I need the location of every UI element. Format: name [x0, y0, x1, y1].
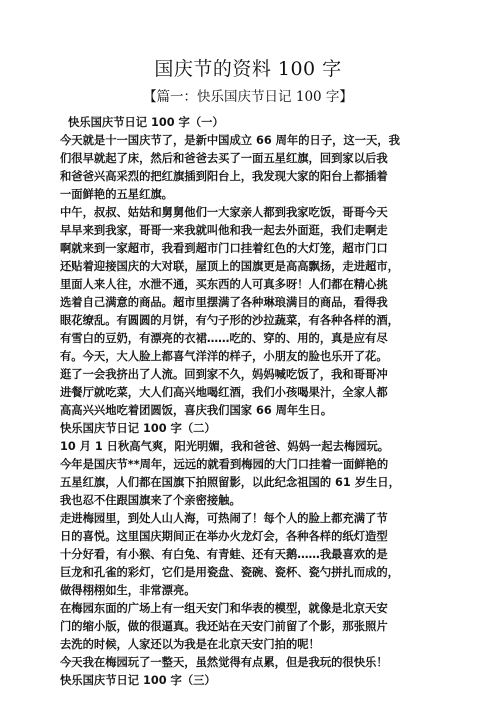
paragraph-line: 走进梅园里，到处人山人海，可热闹了！每个人的脸上都充满了节	[60, 512, 388, 525]
paragraph-line: 门的缩小版，做的很逼真。我还站在天安门前留了个影，那张照片	[60, 620, 388, 633]
paragraph-line: 一面鲜艳的五星红旗。	[60, 188, 173, 201]
paragraph-line: 和爸爸兴高采烈的把红旗插到阳台上，我发现大家的阳台上都插着	[60, 170, 388, 183]
paragraph-line: 有。今天，大人脸上都喜气洋洋的样子，小朋友的脸也乐开了花。	[60, 350, 388, 363]
paragraph-line: 啊就来到一家超市，我看到超市门口挂着红色的大灯笼，超市门口	[60, 242, 388, 255]
paragraph-line: 五星红旗，人们都在国旗下拍照留影，以此纪念祖国的 61 岁生日，	[60, 476, 400, 489]
paragraph-line: 进餐厅就吃菜，大人们高兴地喝红酒，我们小孩喝果汁，全家人都	[60, 386, 388, 399]
section-heading-3: 快乐国庆节日记 100 字（三）	[60, 674, 216, 687]
paragraph-line: 逛了一会我挤出了人流。回到家不久，妈妈喊吃饭了，我和哥哥冲	[60, 368, 388, 381]
paragraph-line: 巨龙和孔雀的彩灯，它们是用瓷盘、瓷碗、瓷杯、瓷勺拼扎而成的，	[60, 566, 399, 579]
paragraph-line: 今年是国庆节**周年，远远的就看到梅园的大门口挂着一面鲜艳的	[60, 458, 389, 471]
document-title: 国庆节的资料 100 字	[154, 58, 342, 80]
paragraph-line: 去洗的时候，人家还以为我是在北京天安门拍的呢！	[60, 638, 320, 651]
section-heading-1: 快乐国庆节日记 100 字（一）	[68, 116, 224, 129]
paragraph-line: 10 月 1 日秋高气爽，阳光明媚，我和爸爸、妈妈一起去梅园玩。	[60, 440, 390, 453]
paragraph-line: 选着自己满意的商品。超市里摆满了各种琳琅满目的商品，看得我	[60, 296, 388, 309]
section-heading-2: 快乐国庆节日记 100 字（二）	[60, 422, 216, 435]
paragraph-line: 在梅园东面的广场上有一组天安门和华表的模型，就像是北京天安	[60, 602, 388, 615]
paragraph-line: 们很早就起了床，然后和爸爸去买了一面五星红旗，回到家以后我	[60, 152, 388, 165]
paragraph-line: 今天我在梅园玩了一整天，虽然觉得有点累，但是我玩的很快乐！	[60, 656, 388, 669]
paragraph-line: 里面人来人往，水泄不通，买东西的人可真多呀！人们都在精心挑	[60, 278, 388, 291]
document-subtitle: 【篇一：快乐国庆节日记 100 字】	[143, 89, 353, 105]
paragraph-line: 十分好看，有小猴、有白兔、有青蛙、还有天鹅……我最喜欢的是	[60, 548, 388, 561]
paragraph-line: 还贴着迎接国庆的大对联，屋顶上的国旗更是高高飘扬，走进超市，	[60, 260, 399, 273]
paragraph-line: 日的喜悦。这里国庆期间正在举办火龙灯会，各种各样的纸灯造型	[60, 530, 388, 543]
paragraph-line: 眼花缭乱。有圆圆的月饼，有勺子形的沙拉蔬菜，有各种各样的酒，	[60, 314, 399, 327]
paragraph-line: 高高兴兴地吃着团圆饭，喜庆我们国家 66 周年生日。	[60, 404, 333, 417]
paragraph-line: 中午，叔叔、姑姑和舅舅他们一大家亲人都到我家吃饭，哥哥今天	[60, 206, 388, 219]
paragraph-line: 今天就是十一国庆节了，是新中国成立 66 周年的日子，这一天，我	[60, 134, 400, 147]
paragraph-line: 做得栩栩如生，非常漂亮。	[60, 584, 196, 597]
paragraph-line: 有雪白的豆奶，有漂亮的衣裙……吃的、穿的、用的，真是应有尽	[60, 332, 388, 345]
paragraph-line: 我也忍不住跟国旗来了个亲密接触。	[60, 494, 241, 507]
paragraph-line: 早早来到我家，哥哥一来我就叫他和我一起去外面逛，我们走啊走	[60, 224, 388, 237]
